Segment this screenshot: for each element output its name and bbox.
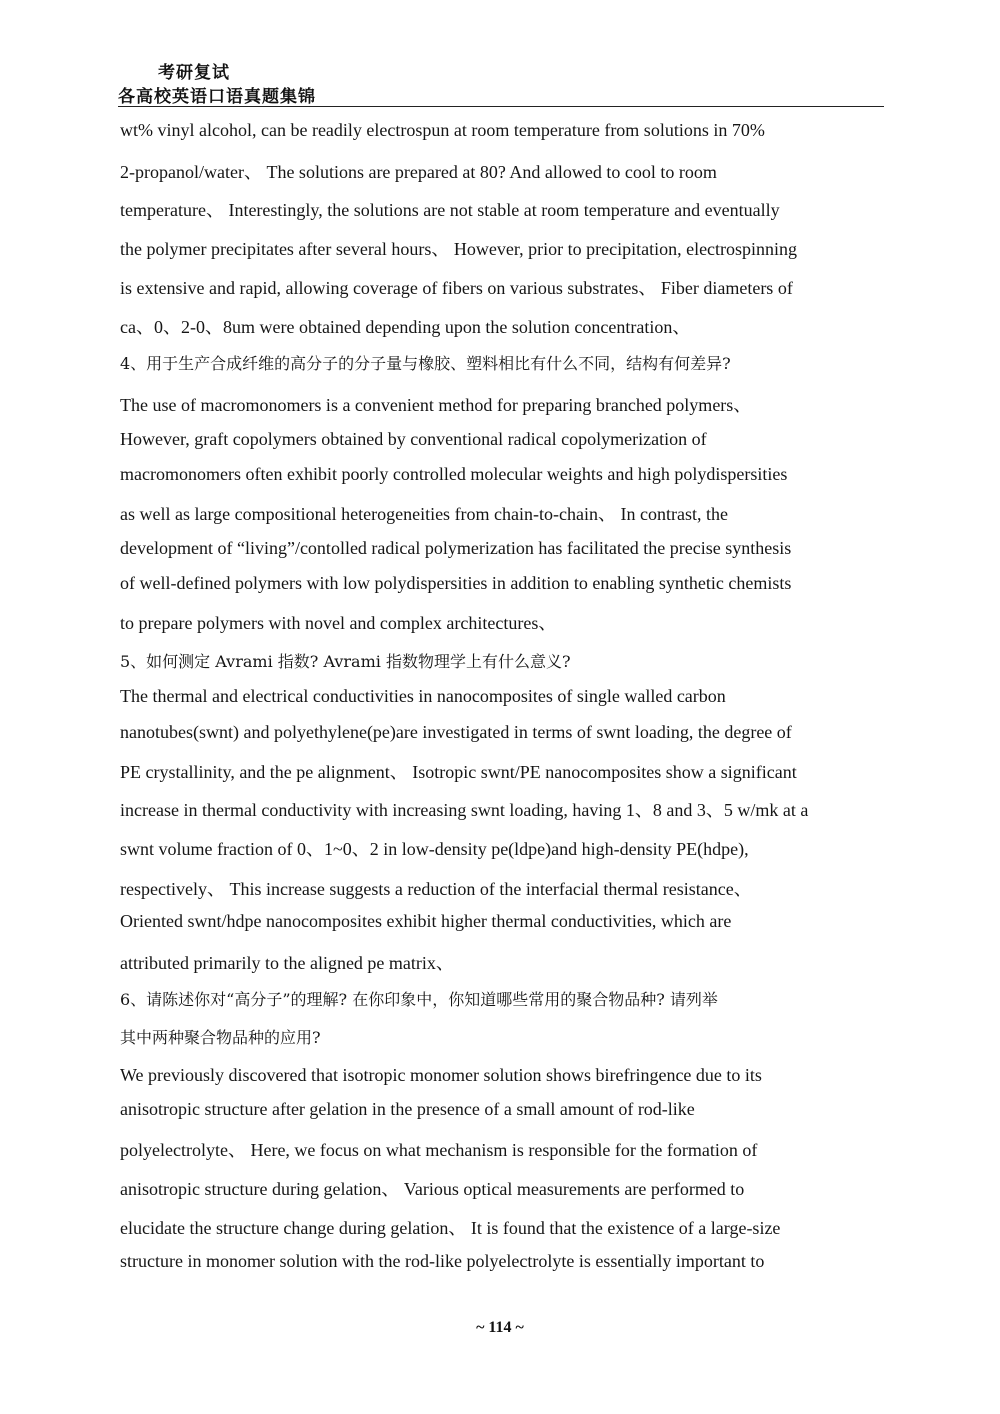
- body-text-line: temperature、 Interestingly, the solutions are not stable at room temperature and eventually: [120, 200, 780, 220]
- body-text-line: The thermal and electrical conductivities in nanocomposites of single walled carbon: [120, 686, 726, 706]
- question-heading: 6、请陈述你对“高分子”的理解? 在你印象中，你知道哪些常用的聚合物品种? 请列举: [120, 990, 718, 1009]
- body-text-line: elucidate the structure change during gelation、 It is found that the existence of a large-size: [120, 1218, 781, 1238]
- body-text-line: as well as large compositional heterogeneities from chain-to-chain、 In contrast, the: [120, 504, 728, 524]
- body-text-line: attributed primarily to the aligned pe matrix、: [120, 953, 454, 973]
- body-text-line: anisotropic structure during gelation、 Various optical measurements are performed to: [120, 1179, 745, 1199]
- body-text-line: development of “living”/contolled radical polymerization has facilitated the precise synthesis: [120, 538, 792, 558]
- body-text-line: ca、0、2-0、8um were obtained depending upon the solution concentration、: [120, 317, 691, 337]
- question-heading: 5、如何测定 Avrami 指数? Avrami 指数物理学上有什么意义?: [120, 652, 571, 671]
- question-heading: 其中两种聚合物品种的应用?: [120, 1028, 321, 1047]
- body-text-line: structure in monomer solution with the rod-like polyelectrolyte is essentially important to: [120, 1251, 765, 1271]
- body-text-line: swnt volume fraction of 0、1~0、2 in low-density pe(ldpe)and high-density PE(hdpe),: [120, 839, 749, 859]
- body-text-line: We previously discovered that isotropic monomer solution shows birefringence due to its: [120, 1065, 762, 1085]
- body-text-line: the polymer precipitates after several hours、 However, prior to precipitation, electrospinning: [120, 239, 798, 259]
- body-text-line: The use of macromonomers is a convenient method for preparing branched polymers、: [120, 395, 752, 415]
- body-text-line: 2-propanol/water、 The solutions are prepared at 80? And allowed to cool to room: [120, 162, 717, 182]
- body-text-line: PE crystallinity, and the pe alignment、 Isotropic swnt/PE nanocomposites show a significant: [120, 762, 797, 782]
- body-text-line: respectively、 This increase suggests a reduction of the interfacial thermal resistance、: [120, 879, 752, 899]
- header-subtitle: 各高校英语口语真题集锦: [118, 87, 316, 107]
- header-title: 考研复试: [158, 63, 230, 83]
- page-number: ~ 114 ~: [476, 1319, 524, 1336]
- body-text-line: macromonomers often exhibit poorly controlled molecular weights and high polydispersities: [120, 464, 788, 484]
- body-text-line: Oriented swnt/hdpe nanocomposites exhibit higher thermal conductivities, which are: [120, 911, 732, 931]
- body-text-line: wt% vinyl alcohol, can be readily electrospun at room temperature from solutions in 70%: [120, 120, 765, 140]
- body-text-line: polyelectrolyte、 Here, we focus on what mechanism is responsible for the formation of: [120, 1140, 758, 1160]
- body-text-line: to prepare polymers with novel and complex architectures、: [120, 613, 557, 633]
- header-divider: [118, 106, 884, 107]
- body-text-line: anisotropic structure after gelation in the presence of a small amount of rod-like: [120, 1099, 695, 1119]
- question-heading: 4、用于生产合成纤维的高分子的分子量与橡胶、塑料相比有什么不同，结构有何差异?: [120, 354, 731, 373]
- body-text-line: of well-defined polymers with low polydispersities in addition to enabling synthetic chemists: [120, 573, 792, 593]
- body-text-line: increase in thermal conductivity with increasing swnt loading, having 1、8 and 3、5 w/mk at a: [120, 800, 809, 820]
- body-text-line: However, graft copolymers obtained by conventional radical copolymerization of: [120, 429, 707, 449]
- body-text-line: is extensive and rapid, allowing coverage of fibers on various substrates、 Fiber diameters of: [120, 278, 793, 298]
- body-text-line: nanotubes(swnt) and polyethylene(pe)are investigated in terms of swnt loading, the degree of: [120, 722, 792, 742]
